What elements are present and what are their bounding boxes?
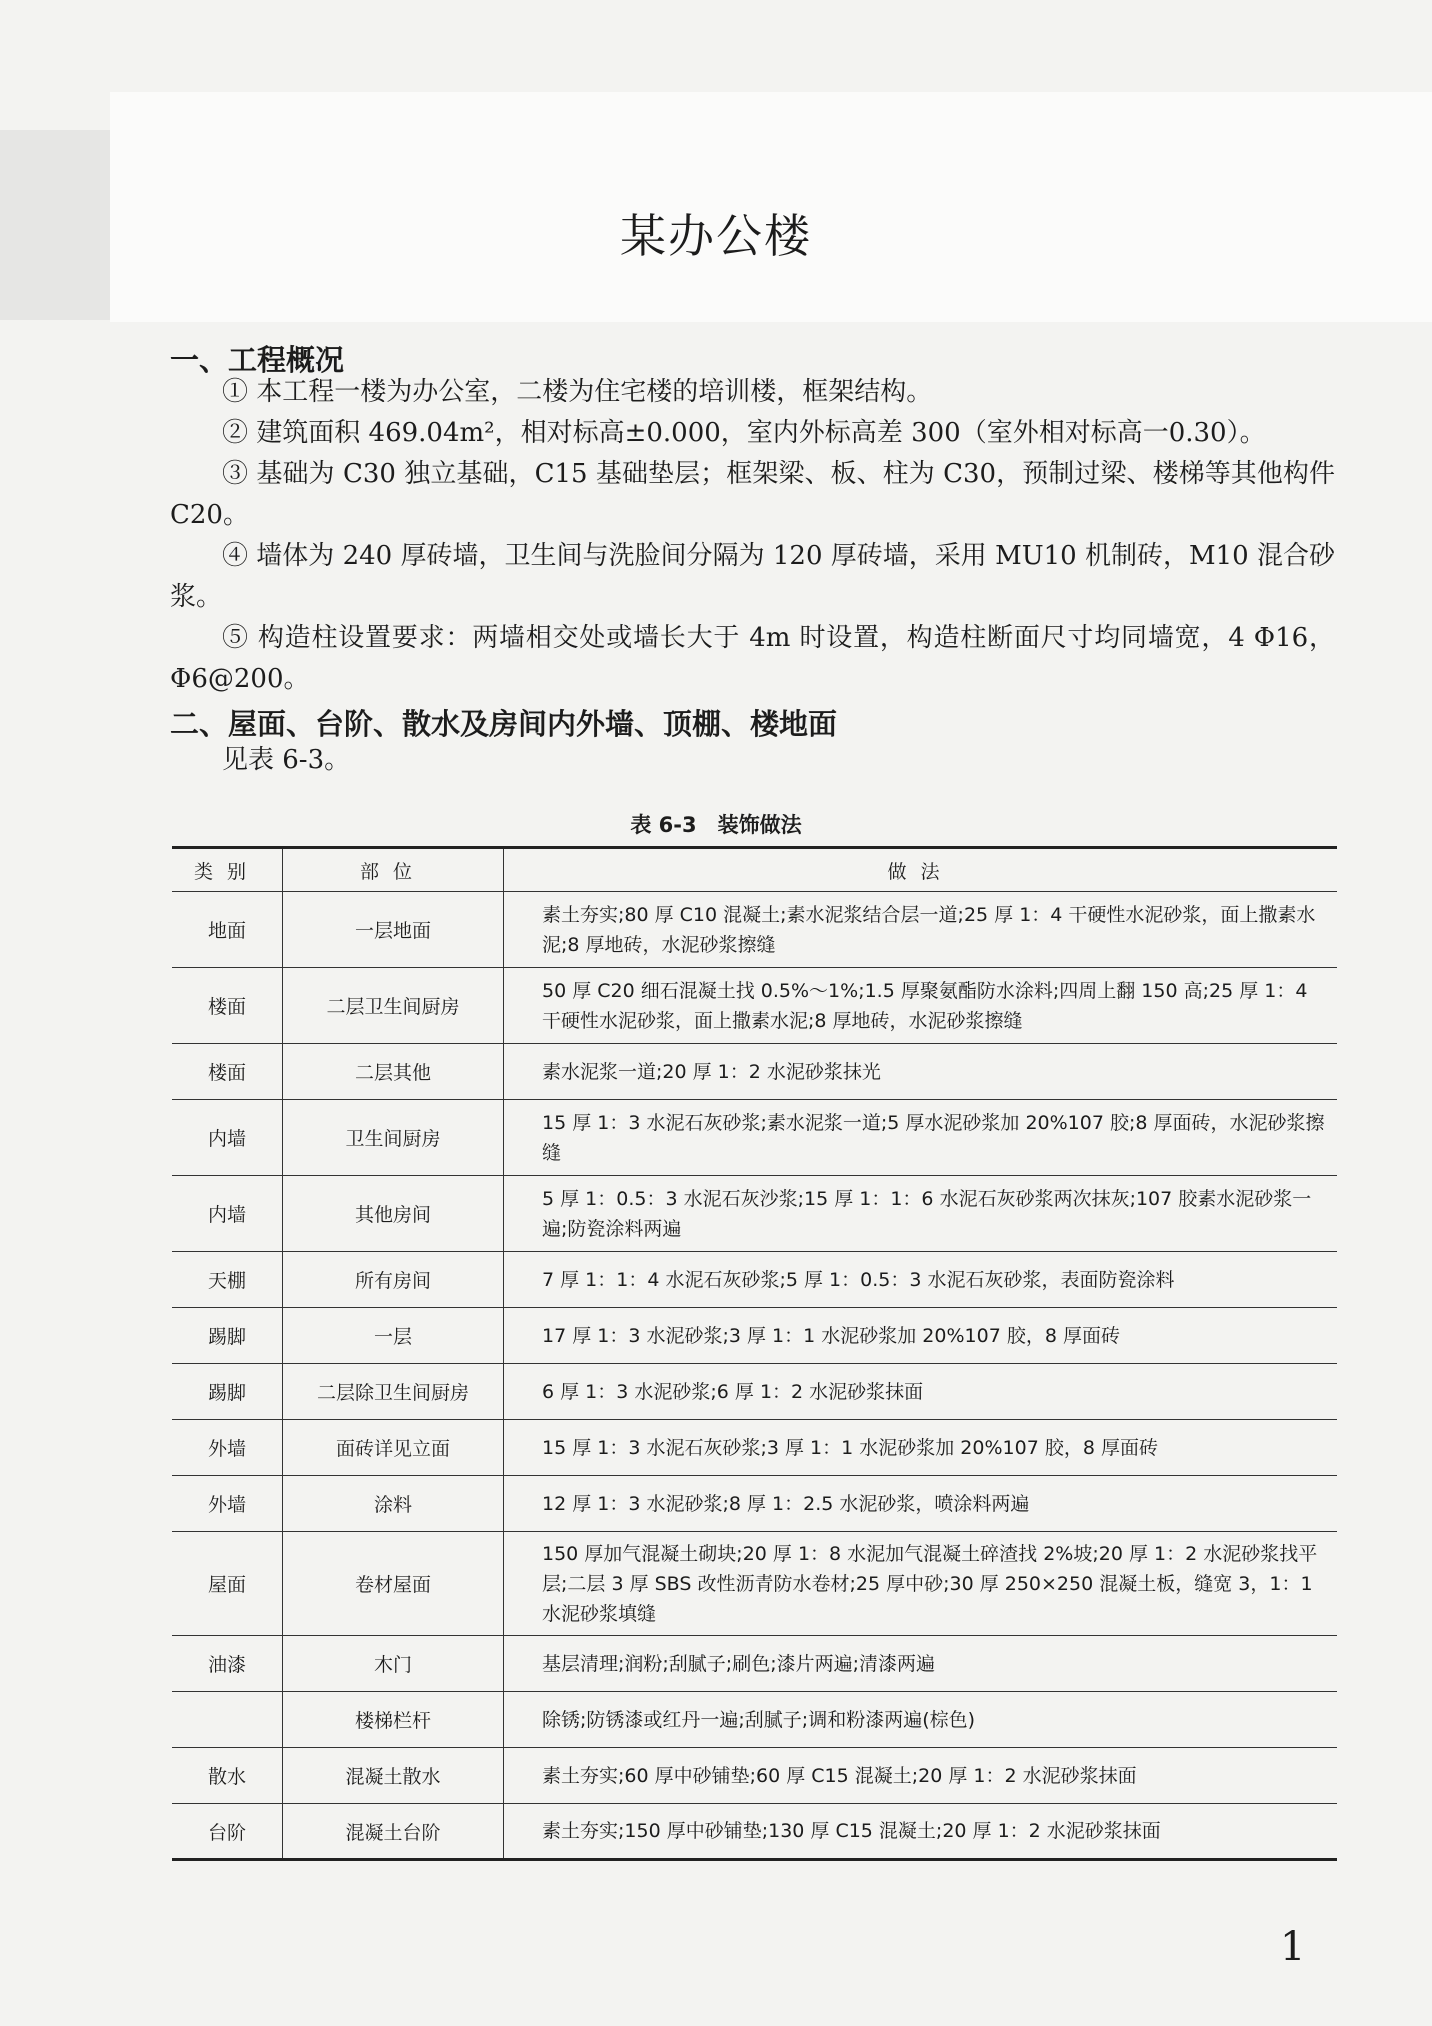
- row-part: 涂料: [283, 1476, 504, 1532]
- row-part: 卫生间厨房: [283, 1100, 504, 1176]
- row-part: 混凝土散水: [283, 1748, 504, 1804]
- row-part: 二层卫生间厨房: [283, 968, 504, 1044]
- row-category: 天棚: [172, 1252, 283, 1308]
- table-body: [172, 892, 1337, 1860]
- table-caption: 表 6-3 装饰做法: [630, 813, 802, 837]
- table-header-row: [172, 848, 1337, 892]
- row-category: 内墙: [172, 1176, 283, 1252]
- row-part: 混凝土台阶: [283, 1804, 504, 1860]
- header-method: 做法: [504, 848, 1338, 892]
- document-title: 某办公楼: [620, 209, 812, 263]
- section1-heading: 一、工程概况: [170, 343, 345, 377]
- table-row: [172, 1420, 1337, 1476]
- table-row: [172, 968, 1337, 1044]
- header-part: 部位: [283, 848, 504, 892]
- row-method: 素土夯实;60 厚中砂铺垫;60 厚 C15 混凝土;20 厚 1：2 水泥砂浆抹面: [504, 1748, 1338, 1804]
- overview-item-5: ⑤ 构造柱设置要求：两墙相交处或墙长大于 4m 时设置，构造柱断面尺寸均同墙宽，4 Φ16，Φ6@200。: [170, 623, 1335, 694]
- page-number: 1: [1280, 1924, 1306, 1970]
- row-part: 二层除卫生间厨房: [283, 1364, 504, 1420]
- row-part: 楼梯栏杆: [283, 1692, 504, 1748]
- table-row: [172, 1100, 1337, 1176]
- row-category: 内墙: [172, 1100, 283, 1176]
- table-row: [172, 892, 1337, 968]
- row-category: 外墙: [172, 1420, 283, 1476]
- row-method: 12 厚 1：3 水泥砂浆;8 厚 1：2.5 水泥砂浆，喷涂料两遍: [504, 1476, 1338, 1532]
- row-method: 50 厚 C20 细石混凝土找 0.5%～1%;1.5 厚聚氨酯防水涂料;四周上翻 150 高;25 厚 1：4 干硬性水泥砂浆，面上撒素水泥;8 厚地砖，水泥砂浆擦缝: [504, 968, 1338, 1044]
- row-category: 楼面: [172, 968, 283, 1044]
- row-method: 素水泥浆一道;20 厚 1：2 水泥砂浆抹光: [504, 1044, 1338, 1100]
- table-row: [172, 1476, 1337, 1532]
- overview-item-2: ② 建筑面积 469.04m²，相对标高±0.000，室内外标高差 300（室外相对标高一0.30）。: [222, 418, 1266, 448]
- row-part: 一层地面: [283, 892, 504, 968]
- table-row: [172, 1364, 1337, 1420]
- table-row: [172, 1176, 1337, 1252]
- row-category: 楼面: [172, 1044, 283, 1100]
- row-category: 外墙: [172, 1476, 283, 1532]
- table-row: [172, 1804, 1337, 1860]
- overview-item-3: ③ 基础为 C30 独立基础，C15 基础垫层；框架梁、板、柱为 C30，预制过梁、楼梯等其他构件 C20。: [170, 459, 1335, 530]
- row-method: 5 厚 1：0.5：3 水泥石灰沙浆;15 厚 1：1：6 水泥石灰砂浆两次抹灰;107 胶素水泥砂浆一遍;防瓷涂料两遍: [504, 1176, 1338, 1252]
- row-category: 踢脚: [172, 1364, 283, 1420]
- row-method: 除锈;防锈漆或红丹一遍;刮腻子;调和粉漆两遍(棕色): [504, 1692, 1338, 1748]
- overview-item-4: ④ 墙体为 240 厚砖墙，卫生间与洗脸间分隔为 120 厚砖墙，采用 MU10 机制砖，M10 混合砂浆。: [170, 541, 1335, 612]
- section2-heading: 二、屋面、台阶、散水及房间内外墙、顶棚、楼地面: [170, 707, 838, 741]
- row-category: 地面: [172, 892, 283, 968]
- row-method: 15 厚 1：3 水泥石灰砂浆;素水泥浆一道;5 厚水泥砂浆加 20%107 胶;8 厚面砖，水泥砂浆擦缝: [504, 1100, 1338, 1176]
- header-category: 类别: [172, 848, 283, 892]
- table-row: [172, 1532, 1337, 1636]
- table-row: [172, 1252, 1337, 1308]
- row-method: 7 厚 1：1：4 水泥石灰砂浆;5 厚 1：0.5：3 水泥石灰砂浆，表面防瓷涂料: [504, 1252, 1338, 1308]
- row-category: 屋面: [172, 1532, 283, 1636]
- row-method: 150 厚加气混凝土砌块;20 厚 1：8 水泥加气混凝土碎渣找 2%坡;20 厚 1：2 水泥砂浆找平层;二层 3 厚 SBS 改性沥青防水卷材;25 厚中砂;30 厚 250×250 混凝土板，缝宽 3，1：1 水泥砂浆填缝: [504, 1532, 1338, 1636]
- row-method: 17 厚 1：3 水泥砂浆;3 厚 1：1 水泥砂浆加 20%107 胶，8 厚面砖: [504, 1308, 1338, 1364]
- row-method: 15 厚 1：3 水泥石灰砂浆;3 厚 1：1 水泥砂浆加 20%107 胶，8 厚面砖: [504, 1420, 1338, 1476]
- section2-note: 见表 6-3。: [222, 745, 351, 775]
- row-method: 素土夯实;150 厚中砂铺垫;130 厚 C15 混凝土;20 厚 1：2 水泥砂浆抹面: [504, 1804, 1338, 1860]
- table-row: [172, 1748, 1337, 1804]
- row-part: 所有房间: [283, 1252, 504, 1308]
- row-part: 木门: [283, 1636, 504, 1692]
- row-part: 面砖详见立面: [283, 1420, 504, 1476]
- decoration-table: [172, 846, 1337, 1861]
- row-category: 散水: [172, 1748, 283, 1804]
- row-part: 二层其他: [283, 1044, 504, 1100]
- overview-item-1: ① 本工程一楼为办公室，二楼为住宅楼的培训楼，框架结构。: [222, 377, 933, 407]
- row-method: 基层清理;润粉;刮腻子;刷色;漆片两遍;清漆两遍: [504, 1636, 1338, 1692]
- row-category: [172, 1692, 283, 1748]
- row-method: 素土夯实;80 厚 C10 混凝土;素水泥浆结合层一道;25 厚 1：4 干硬性水泥砂浆，面上撒素水泥;8 厚地砖，水泥砂浆擦缝: [504, 892, 1338, 968]
- table-row: [172, 1636, 1337, 1692]
- row-category: 油漆: [172, 1636, 283, 1692]
- row-part: 卷材屋面: [283, 1532, 504, 1636]
- row-part: 其他房间: [283, 1176, 504, 1252]
- row-part: 一层: [283, 1308, 504, 1364]
- table-row: [172, 1692, 1337, 1748]
- table-row: [172, 1044, 1337, 1100]
- row-category: 踢脚: [172, 1308, 283, 1364]
- table-row: [172, 1308, 1337, 1364]
- row-category: 台阶: [172, 1804, 283, 1860]
- row-method: 6 厚 1：3 水泥砂浆;6 厚 1：2 水泥砂浆抹面: [504, 1364, 1338, 1420]
